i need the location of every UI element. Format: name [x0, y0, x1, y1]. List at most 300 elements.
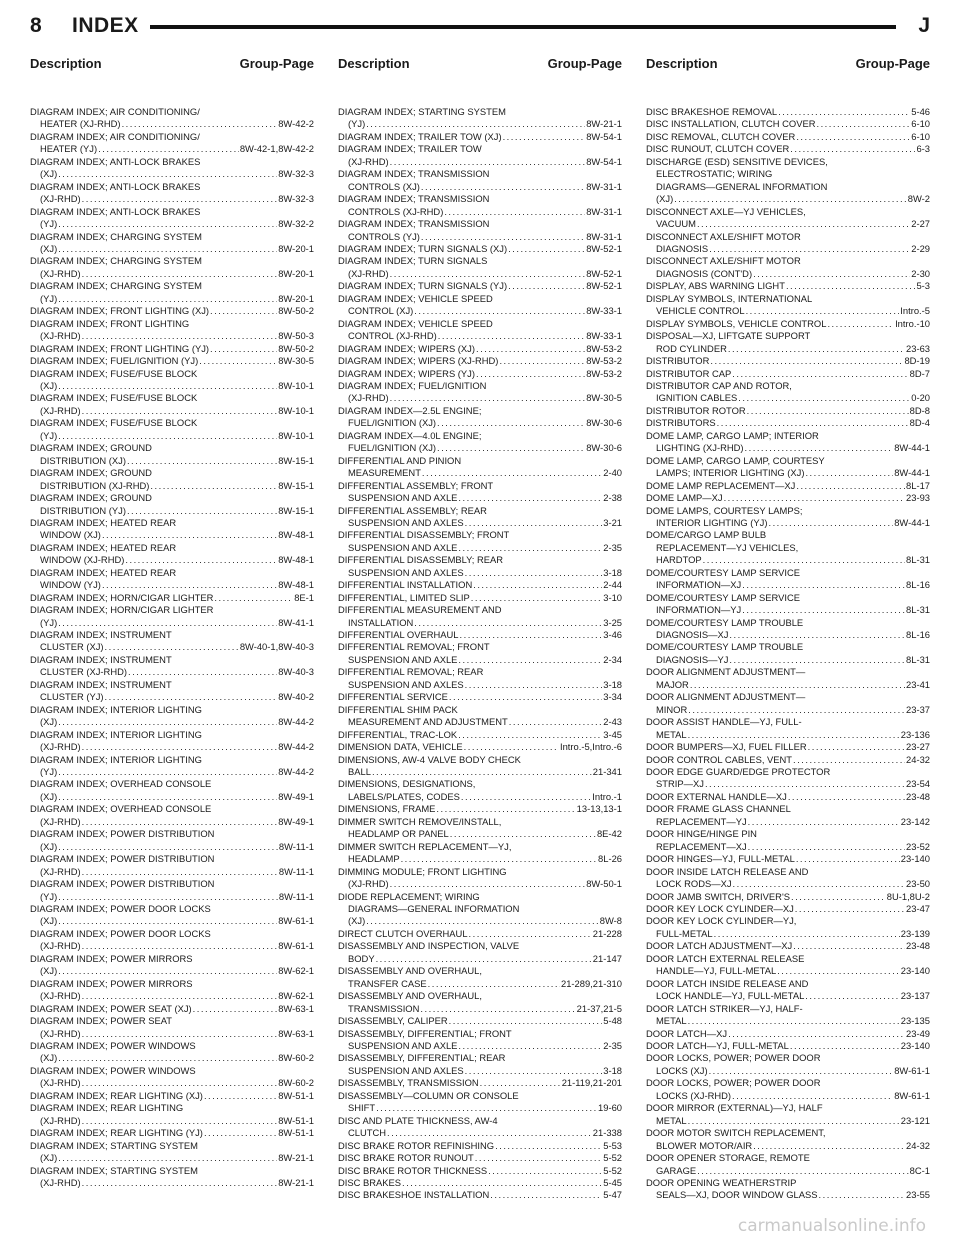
- group-page-ref: 8W-31-1: [586, 230, 622, 242]
- index-entry-line: [646, 1115, 930, 1127]
- index-entry-line: [30, 343, 314, 355]
- dot-leader: [102, 529, 277, 541]
- index-entry: [338, 704, 622, 729]
- index-entry-line: [338, 567, 622, 579]
- index-entry: [646, 529, 930, 566]
- group-page-ref: Intro.-10: [895, 317, 930, 329]
- group-page-ref: 23-27: [906, 741, 930, 753]
- group-page-ref: 3-25: [603, 616, 622, 628]
- entry-text: DISTRIBUTION (XJ): [40, 454, 126, 466]
- index-entry: [338, 368, 622, 380]
- index-entry-line: DOOR ALIGNMENT ADJUSTMENT—: [646, 691, 806, 703]
- entry-text: DISTRIBUTOR: [646, 355, 710, 367]
- dot-leader: [204, 1127, 277, 1139]
- index-entry-line: DIAGRAM INDEX; POWER DOOR LOCKS: [30, 903, 211, 914]
- index-entry-line: [338, 542, 622, 554]
- dot-leader: [732, 1090, 893, 1102]
- dot-leader: [414, 617, 602, 629]
- group-page-ref: 21-338: [592, 1127, 622, 1139]
- index-entry-line: DIAGRAM INDEX; OVERHEAD CONSOLE: [30, 778, 212, 790]
- index-entry-line: DOOR KEY LOCK CYLINDER—YJ,: [646, 915, 797, 927]
- entry-text: DIAGRAM INDEX; REAR LIGHTING (YJ): [30, 1127, 203, 1139]
- dot-leader: [449, 1015, 603, 1027]
- index-entry: [338, 143, 622, 168]
- index-entry-line: [646, 268, 930, 280]
- index-entry: [646, 828, 930, 853]
- index-entry: [646, 293, 930, 318]
- entry-text: BODY: [348, 952, 375, 964]
- dot-leader: [733, 878, 905, 890]
- dot-leader: [210, 343, 277, 355]
- index-entry-line: [30, 866, 314, 878]
- group-page-ref: 23-140: [900, 965, 930, 977]
- index-entry-line: DOOR MIRROR (EXTERNAL)—YJ, HALF: [646, 1102, 823, 1114]
- index-entry-line: DIAGRAM INDEX; HEATED REAR: [30, 516, 177, 528]
- group-page-ref: 8D-7: [909, 367, 930, 379]
- index-entry-line: [338, 1189, 622, 1201]
- index-entry: [30, 156, 314, 181]
- index-entry-line: [338, 791, 622, 803]
- index-entry-line: DOME/COURTESY LAMP SERVICE: [646, 591, 801, 603]
- dot-leader: [458, 492, 602, 504]
- dot-leader: [816, 118, 910, 130]
- dot-leader: [366, 915, 599, 927]
- dot-leader: [465, 1065, 603, 1077]
- dot-leader: [372, 766, 592, 778]
- entry-text: LABELS/PLATES, CODES: [348, 790, 460, 802]
- index-entry-line: [646, 629, 930, 641]
- dot-leader: [450, 828, 596, 840]
- entry-text: CONTROLS (XJ): [348, 180, 420, 192]
- index-entry-line: DIAGRAM INDEX; FRONT LIGHTING: [30, 317, 190, 329]
- index-entry-line: [30, 940, 314, 952]
- dot-leader: [709, 1065, 894, 1077]
- index-entry-line: [338, 592, 622, 604]
- index-entry-line: [646, 891, 930, 903]
- index-entry-line: DIMMER SWITCH REMOVE/INSTALL,: [338, 815, 502, 827]
- dot-leader: [796, 131, 910, 143]
- group-page-ref: 8W-63-1: [278, 1002, 314, 1014]
- dot-leader: [790, 1040, 900, 1052]
- index-entry-line: [646, 679, 930, 691]
- entry-text: (YJ): [40, 292, 58, 304]
- index-entry-line: [646, 778, 930, 790]
- dot-leader: [204, 1090, 277, 1102]
- entry-text: HEATER (YJ): [40, 143, 98, 155]
- entry-text: (XJ): [40, 1052, 58, 1064]
- index-entry: [30, 754, 314, 779]
- index-entry-line: [338, 1003, 622, 1015]
- index-entry-line: DOME/COURTESY LAMP SERVICE: [646, 566, 801, 578]
- entry-text: BLOWER MOTOR/AIR: [656, 1139, 753, 1151]
- index-column-3: [646, 106, 930, 1202]
- entry-text: DOOR LATCH—YJ, FULL-METAL: [646, 1039, 789, 1051]
- index-entry-line: [646, 118, 930, 130]
- group-page-ref: 8W-30-5: [278, 355, 314, 367]
- entry-text: (XJ-RHD): [40, 267, 81, 279]
- index-entry-line: DISTRIBUTOR CAP AND ROTOR,: [646, 379, 792, 391]
- index-entry-line: [646, 1028, 930, 1040]
- index-entry: [646, 666, 930, 691]
- index-entry-line: DIFFERENTIAL DISASSEMBLY; FRONT: [338, 529, 510, 541]
- entry-text: MAJOR: [656, 678, 689, 690]
- index-entry-line: DIAGRAMS—GENERAL INFORMATION: [656, 180, 828, 192]
- entry-text: SUSPENSION AND AXLES: [348, 566, 464, 578]
- index-entry-line: [30, 965, 314, 977]
- entry-text: (XJ): [40, 242, 58, 254]
- group-page-ref: 8W-48-1: [278, 579, 314, 591]
- index-entry-line: [338, 118, 622, 130]
- entry-text: HANDLE—YJ, FULL-METAL: [656, 965, 777, 977]
- group-page-ref: 23-121: [900, 1114, 930, 1126]
- dot-leader: [58, 965, 277, 977]
- index-entry-line: [646, 1165, 930, 1177]
- entry-text: DISC INSTALLATION, CLUTCH COVER: [646, 118, 816, 130]
- index-entry: [338, 168, 622, 193]
- index-entry-line: [646, 392, 930, 404]
- index-entry: [338, 405, 622, 430]
- index-entry: [646, 1127, 930, 1152]
- index-entry-line: DISASSEMBLY—COLUMN OR CONSOLE: [338, 1089, 519, 1101]
- group-page-ref: 6-10: [911, 130, 930, 142]
- entry-text: LIGHTING (XJ-RHD): [656, 442, 744, 454]
- dot-leader: [710, 355, 903, 367]
- entry-text: DIAGNOSIS (CONT'D): [656, 267, 753, 279]
- index-entry-line: [338, 679, 622, 691]
- dot-leader: [98, 143, 239, 155]
- entry-text: DIAGNOSIS—XJ: [656, 629, 729, 641]
- index-entry-line: [30, 816, 314, 828]
- index-entry-line: [338, 343, 622, 355]
- index-entry: [646, 741, 930, 753]
- index-entry: [30, 1040, 314, 1065]
- group-page-ref: 8W-61-1: [278, 915, 314, 927]
- entry-text: FUEL/IGNITION (XJ): [348, 442, 437, 454]
- dot-leader: [82, 741, 278, 753]
- index-entry-line: [30, 891, 314, 903]
- index-entry-line: DIAGRAM INDEX; REAR LIGHTING: [30, 1102, 184, 1114]
- index-entry-line: [338, 978, 622, 990]
- index-entry: [338, 554, 622, 579]
- index-entry-line: DIAGRAM INDEX; ANTI-LOCK BRAKES: [30, 205, 201, 217]
- group-page-ref: 8W-44-2: [278, 766, 314, 778]
- entry-text: METAL: [656, 1015, 687, 1027]
- entry-text: DOME LAMP—XJ: [646, 492, 723, 504]
- index-entry: [338, 318, 622, 343]
- index-entry-line: [646, 442, 930, 454]
- index-entry: [646, 405, 930, 417]
- index-entry: [646, 131, 930, 143]
- index-entry-line: [338, 617, 622, 629]
- index-entry-line: [338, 243, 622, 255]
- index-entry: [338, 1165, 622, 1177]
- entry-text: (YJ): [348, 118, 366, 130]
- entry-text: DIFFERENTIAL, LIMITED SLIP: [338, 591, 470, 603]
- entry-text: (XJ-RHD): [348, 267, 389, 279]
- index-entry-line: DIAGRAM INDEX; POWER MIRRORS: [30, 977, 193, 989]
- index-entry-line: [646, 741, 930, 753]
- entry-text: DIAGRAM INDEX; WIPERS (XJ-RHD): [338, 355, 499, 367]
- index-entry: [338, 816, 622, 841]
- index-entry-line: [30, 554, 314, 566]
- index-entry-line: [30, 915, 314, 927]
- entry-text: (XJ-RHD): [40, 330, 81, 342]
- dot-leader: [438, 330, 586, 342]
- entry-text: TRANSMISSION: [348, 1002, 420, 1014]
- index-entry-line: [338, 1140, 622, 1152]
- entry-text: (XJ-RHD): [40, 865, 81, 877]
- entry-text: DOOR JAMB SWITCH, DRIVER'S: [646, 890, 790, 902]
- index-entry: [338, 592, 622, 604]
- entry-text: LAMPS; INTERIOR LIGHTING (XJ): [656, 467, 805, 479]
- dot-leader: [193, 1003, 278, 1015]
- index-entry-line: [30, 1077, 314, 1089]
- entry-text: (XJ-RHD): [40, 1114, 81, 1126]
- index-entry-line: [646, 990, 930, 1002]
- index-entry-line: [338, 330, 622, 342]
- entry-text: INFORMATION—XJ: [656, 579, 742, 591]
- index-entry: [646, 766, 930, 791]
- group-page-ref: 8W-62-1: [278, 990, 314, 1002]
- index-entry-line: [646, 343, 930, 355]
- index-entry-line: [338, 803, 622, 815]
- entry-text: SHIFT: [348, 1102, 376, 1114]
- entry-text: DOOR KEY LOCK CYLINDER—XJ: [646, 903, 794, 914]
- dot-leader: [421, 231, 585, 243]
- index-entry-line: DIAGRAM INDEX; CHARGING SYSTEM: [30, 280, 202, 292]
- dot-leader: [778, 106, 910, 118]
- index-entry-line: [646, 1140, 930, 1152]
- index-entry-line: DIAGRAM INDEX; TRAILER TOW: [338, 143, 482, 155]
- index-entry-line: [646, 604, 930, 616]
- index-entry: [30, 392, 314, 417]
- entry-text: (XJ-RHD): [40, 404, 81, 416]
- group-page-ref: 23-137: [900, 990, 930, 1002]
- group-page-ref: 8W-54-1: [586, 130, 622, 142]
- group-page-ref: 8W-53-2: [586, 367, 622, 379]
- dot-leader: [390, 156, 586, 168]
- index-entry-line: DOME LAMP, CARGO LAMP; INTERIOR: [646, 429, 819, 441]
- index-entry-line: DIAGRAM INDEX; INSTRUMENT: [30, 678, 172, 690]
- entry-text: CONTROL (XJ-RHD): [348, 330, 437, 342]
- index-entry-line: [646, 280, 930, 292]
- dot-leader: [82, 268, 278, 280]
- group-page-ref: 8L-31: [906, 653, 930, 665]
- index-column-2: [338, 106, 622, 1202]
- entry-text: LOCK RODS—XJ: [656, 878, 732, 890]
- index-entry: [30, 629, 314, 654]
- entry-text: CONTROL (XJ): [348, 305, 414, 317]
- index-entry-line: DOME LAMP, CARGO LAMP, COURTESY: [646, 454, 825, 466]
- index-entry-line: [30, 355, 314, 367]
- group-page-ref: Intro.-1: [592, 790, 622, 802]
- entry-text: SUSPENSION AND AXLE: [348, 1039, 458, 1051]
- index-entry-line: DIAGRAM INDEX; INTERIOR LIGHTING: [30, 753, 202, 765]
- index-entry: [646, 567, 930, 592]
- index-entry-line: DIAGRAM INDEX—4.0L ENGINE;: [338, 429, 482, 441]
- index-entry-line: DIFFERENTIAL DISASSEMBLY; REAR: [338, 554, 504, 566]
- group-page-ref: 8W-21-1: [586, 118, 622, 130]
- entry-text: INFORMATION—YJ: [656, 604, 742, 616]
- index-entry-line: [646, 1189, 930, 1201]
- group-page-ref: 8W-42-2: [278, 118, 314, 130]
- entry-text: DISTRIBUTOR ROTOR: [646, 404, 746, 416]
- index-entry-line: DIAGRAM INDEX; HEATED REAR: [30, 541, 177, 553]
- index-entry-line: DIMMING MODULE; FRONT LIGHTING: [338, 865, 507, 877]
- entry-text: (XJ): [40, 168, 58, 180]
- index-entry-line: [30, 1177, 314, 1189]
- entry-text: DISC RUNOUT, CLUTCH COVER: [646, 143, 790, 155]
- entry-text: DIMENSIONS, FRAME: [338, 803, 436, 815]
- group-page-ref: Intro.-5,Intro.-6: [559, 741, 622, 753]
- index-entry-line: DIAGRAM INDEX; INTERIOR LIGHTING: [30, 703, 202, 715]
- entry-text: SUSPENSION AND AXLES: [348, 678, 464, 690]
- index-entry-line: DIAGRAM INDEX; POWER DISTRIBUTION: [30, 853, 215, 865]
- index-entry-line: [30, 641, 314, 653]
- entry-text: (XJ-RHD): [40, 741, 81, 753]
- entry-text: (XJ): [40, 840, 58, 852]
- index-entry-line: [646, 131, 930, 143]
- index-entry-line: [646, 579, 930, 591]
- index-entry-line: [338, 766, 622, 778]
- index-entry: [646, 791, 930, 803]
- index-entry: [30, 1127, 314, 1139]
- index-entry: [30, 1165, 314, 1190]
- entry-text: (YJ): [40, 890, 58, 902]
- index-entry: [646, 853, 930, 865]
- index-entry: [646, 940, 930, 952]
- index-entry: [30, 442, 314, 467]
- entry-text: WINDOW (XJ): [40, 529, 101, 541]
- group-page-ref: 2-44: [603, 579, 622, 591]
- index-entry: [338, 965, 622, 990]
- group-page-ref: 23-37: [906, 703, 930, 715]
- index-entry-line: [30, 268, 314, 280]
- group-page-ref: 8E-42: [596, 828, 622, 840]
- index-entry: [338, 1077, 622, 1089]
- group-page-ref: 8W-21-1: [278, 1152, 314, 1164]
- group-page-ref: 8W-10-1: [278, 379, 314, 391]
- group-page-ref: 8W-32-3: [278, 168, 314, 180]
- index-entry-line: [30, 1003, 314, 1015]
- group-page-ref: 8W-42-1,8W-42-2: [239, 143, 314, 155]
- group-page-ref: 8W-50-2: [278, 305, 314, 317]
- index-entry-line: DOOR LATCH EXTERNAL RELEASE: [646, 952, 805, 964]
- index-entry: [338, 1115, 622, 1140]
- index-entry-line: [646, 940, 930, 952]
- dot-leader: [697, 1165, 909, 1177]
- index-entry-line: [646, 480, 930, 492]
- series-letter: J: [918, 14, 930, 37]
- index-entry: [338, 255, 622, 280]
- entry-text: DOOR LATCH—XJ: [646, 1027, 728, 1039]
- dot-leader: [102, 579, 277, 591]
- group-page-ref: 23-41: [906, 678, 930, 690]
- entry-text: DISTRIBUTOR CAP: [646, 367, 732, 379]
- index-entry: [338, 940, 622, 965]
- group-page-ref: 8D-8: [909, 404, 930, 416]
- entry-text: DISC BRAKE ROTOR THICKNESS: [338, 1164, 488, 1176]
- index-entry: [646, 953, 930, 978]
- entry-text: DIFFERENTIAL OVERHAUL: [338, 629, 459, 641]
- entry-text: (XJ): [40, 965, 58, 977]
- entry-text: DISC BRAKESHOE INSTALLATION: [338, 1189, 490, 1201]
- entry-text: HEADLAMP: [348, 853, 400, 865]
- index-entry: [338, 741, 622, 753]
- group-page-ref: 2-43: [603, 716, 622, 728]
- group-page-ref: 5-53: [603, 1139, 622, 1151]
- index-entry-line: [30, 405, 314, 417]
- group-page-ref: 2-35: [603, 541, 622, 553]
- group-page-ref: 8W-60-2: [278, 1052, 314, 1064]
- dot-leader: [58, 716, 277, 728]
- index-entry: [30, 729, 314, 754]
- index-entry-line: DOOR EDGE GUARD/EDGE PROTECTOR: [646, 766, 831, 778]
- index-entry: [338, 990, 622, 1015]
- index-entry-line: DISASSEMBLY, DIFFERENTIAL; FRONT: [338, 1027, 512, 1039]
- dot-leader: [428, 978, 560, 990]
- index-entry-line: [338, 368, 622, 380]
- group-page-ref: 0-20: [911, 392, 930, 404]
- index-entry: [338, 1052, 622, 1077]
- index-entry-line: [30, 841, 314, 853]
- index-entry-line: [30, 118, 314, 130]
- group-page-ref: 23-139: [900, 927, 930, 939]
- group-page-ref: 8U-1,8U-2: [886, 890, 930, 902]
- index-entry-line: DIFFERENTIAL REMOVAL; REAR: [338, 666, 484, 678]
- dot-leader: [742, 604, 905, 616]
- dot-leader: [58, 1052, 277, 1064]
- dot-leader: [458, 729, 602, 741]
- entry-text: VACUUM: [656, 218, 696, 230]
- group-page-ref: 8E-1: [294, 591, 314, 603]
- entry-text: DOOR BUMPERS—XJ, FUEL FILLER: [646, 741, 807, 753]
- index-entry-line: [30, 305, 314, 317]
- dot-leader: [747, 405, 909, 417]
- dot-leader: [471, 592, 602, 604]
- index-entry: [338, 106, 622, 131]
- dot-leader: [437, 417, 585, 429]
- dot-leader: [127, 455, 277, 467]
- group-page-ref: 23-48: [906, 940, 930, 952]
- group-page-ref: 8W-21-1: [278, 1176, 314, 1188]
- index-entry-line: DIAGRAM INDEX; TRANSMISSION: [338, 168, 490, 180]
- entry-text: DOOR LATCH ADJUSTMENT—XJ: [646, 940, 793, 952]
- index-entry: [30, 1015, 314, 1040]
- dot-leader: [795, 903, 905, 915]
- dot-leader: [82, 990, 278, 1002]
- index-entry-line: ELECTROSTATIC; WIRING: [656, 168, 773, 180]
- column-header-group-page: Group-Page: [855, 56, 930, 71]
- dot-leader: [458, 542, 602, 554]
- index-entry-line: [646, 355, 930, 367]
- index-entry: [30, 231, 314, 256]
- entry-text: DIAGRAM INDEX; WIPERS (XJ): [338, 342, 475, 354]
- index-entry-line: [338, 1102, 622, 1114]
- dot-leader: [796, 480, 905, 492]
- index-entry: [338, 691, 622, 703]
- entry-text: CLUSTER (XJ-RHD): [40, 666, 127, 678]
- index-entry-line: DIAGRAMS—GENERAL INFORMATION: [348, 903, 520, 914]
- entry-text: DIAGRAM INDEX; FUEL/IGNITION (YJ): [30, 355, 199, 367]
- index-entry-line: [646, 1065, 930, 1077]
- group-page-ref: 6-3: [916, 143, 930, 155]
- index-entry: [30, 417, 314, 442]
- entry-text: FULL-METAL: [656, 927, 713, 939]
- group-page-ref: 8W-31-1: [586, 205, 622, 217]
- index-entry: [338, 355, 622, 367]
- entry-text: DISTRIBUTION (YJ): [40, 504, 126, 516]
